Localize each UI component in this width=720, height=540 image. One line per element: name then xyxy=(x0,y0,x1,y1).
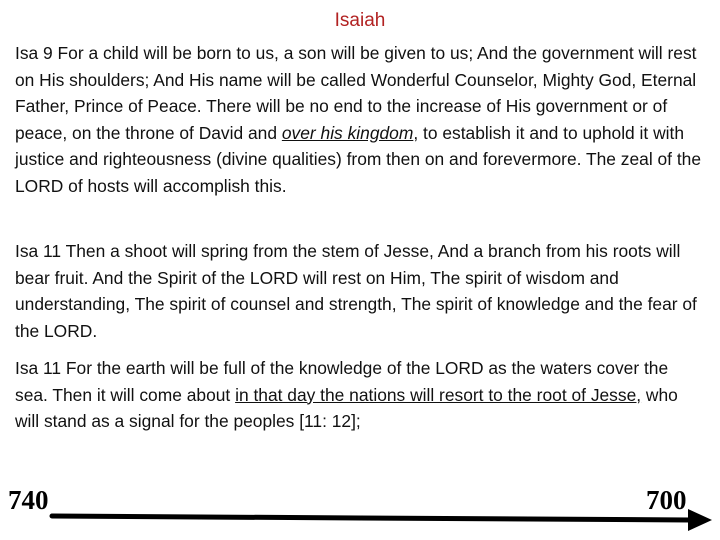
passage-isa-11-a xyxy=(15,238,705,344)
timeline-start-label: 740 xyxy=(8,485,49,515)
verse-text: For the earth will be full of the knowledge of the LORD as the waters cover the sea. Then it will come about xyxy=(15,358,669,405)
verse-reference: Isa 11 xyxy=(15,241,62,261)
emphasized-phrase: over his kingdom xyxy=(281,122,414,143)
timeline-arrow xyxy=(0,500,720,540)
passage-isa-11-b xyxy=(15,355,705,435)
passage-isa-9 xyxy=(15,40,705,200)
verse-text: For a child will be born to us, a son will be given to us; And the government will rest on His shoulders; And His name will be called Wonderful Counselor, Mighty God, Eternal Father, Prince of Peace. There will be no end to the increase of His government or of peace, on the throne of David and xyxy=(15,43,697,143)
verse-text: Then a shoot will spring from the stem of Jesse, And a branch from his roots will bear fruit. And the Spirit of the LORD will rest on Him, The spirit of wisdom and understanding, The spirit of counsel and strength, The spirit of knowledge and the fear of the LORD. xyxy=(15,241,697,341)
verse-text: who will stand as a signal for the peoples [11: 12]; xyxy=(15,384,678,432)
verse-reference: Isa 9 xyxy=(15,43,53,63)
verse-reference: Isa 11 xyxy=(15,358,62,378)
timeline-end-label: 700 xyxy=(646,485,687,515)
underlined-phrase: in that day the nations will resort to the root of Jesse, xyxy=(235,384,642,405)
page-title: Isaiah xyxy=(334,10,386,31)
verse-text: , to establish it and to uphold it with justice and righteousness (divine qualities) from then on and forevermore. The zeal of the LORD of hosts will accomplish this. xyxy=(15,122,702,196)
